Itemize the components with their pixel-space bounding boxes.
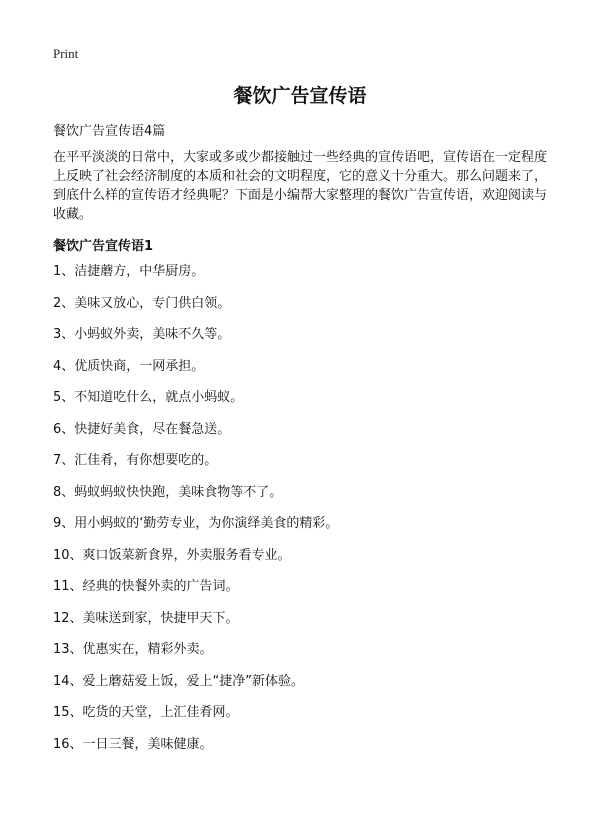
slogan-item: 2、美味又放心，专门供白领。 — [53, 295, 231, 311]
slogan-item: 10、爽口饭菜新食界，外卖服务看专业。 — [53, 547, 291, 563]
slogan-item: 12、美味送到家，快捷甲天下。 — [53, 610, 239, 626]
intro-paragraph: 在平平淡淡的日常中，大家或多或少都接触过一些经典的宣传语吧，宣传语在一定程度上反映了社会经济制度的本质和社会的文明程度，它的意义十分重大。那么问题来了，到底什么样的宣传语才经典呢？下面是小编帮大家整理的餐饮广告宣传语，欢迎阅读与收藏。 — [53, 150, 548, 222]
slogan-item: 16、一日三餐，美味健康。 — [53, 736, 213, 752]
slogan-item: 1、洁捷蘑方，中华厨房。 — [53, 264, 205, 279]
slogan-list — [53, 262, 338, 766]
slogan-item: 14、爱上蘑菇爱上饭，爱上“捷净”新体验。 — [53, 673, 305, 689]
section-heading: 餐饮广告宣传语1 — [53, 239, 154, 254]
slogan-item: 6、快捷好美食，尽在餐急送。 — [53, 421, 231, 437]
article-subtitle: 餐饮广告宣传语4篇 — [53, 124, 166, 139]
slogan-item: 8、蚂蚁蚂蚁快快跑，美味食物等不了。 — [53, 484, 283, 500]
slogan-item: 11、经典的快餐外卖的广告词。 — [53, 579, 239, 594]
page-title: 餐饮广告宣传语 — [233, 85, 367, 107]
slogan-item: 9、用小蚂蚁的‘勤劳专业，为你演绎美食的精彩。 — [53, 516, 339, 531]
slogan-item: 13、优惠实在，精彩外卖。 — [53, 642, 213, 657]
slogan-item: 4、优质快商，一网承担。 — [53, 358, 205, 374]
slogan-item: 7、汇佳肴，有你想要吃的。 — [53, 453, 218, 468]
slogan-item: 3、小蚂蚁外卖，美味不久等。 — [53, 327, 231, 342]
slogan-item: 15、吃货的天堂，上汇佳肴网。 — [53, 705, 239, 720]
slogan-item: 5、不知道吃什么，就点小蚂蚁。 — [53, 390, 244, 405]
print-link[interactable]: Print — [53, 46, 79, 61]
